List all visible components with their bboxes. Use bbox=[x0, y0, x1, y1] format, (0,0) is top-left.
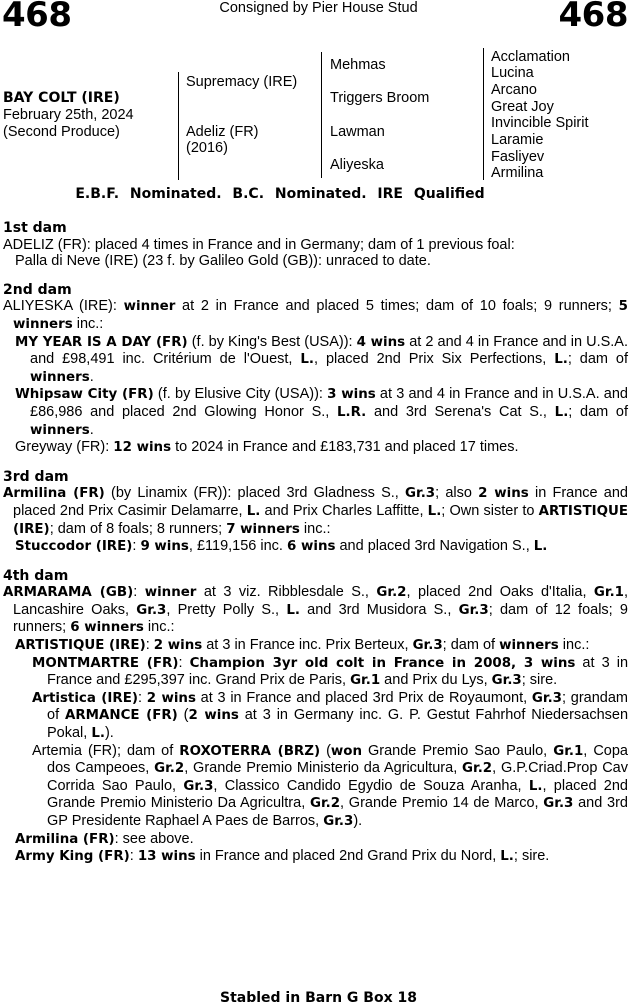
pedigree-entry bbox=[3, 237, 628, 254]
entry-text: (f. by King's Best (USA)): bbox=[187, 333, 357, 350]
entry-text: ). bbox=[353, 813, 363, 829]
great-grandparent-1: Acclamation bbox=[491, 49, 570, 65]
bold-text: winners bbox=[499, 638, 559, 654]
entry-text: Greyway (FR): bbox=[15, 439, 114, 456]
entry-text: : bbox=[145, 637, 154, 654]
section-heading: 4th dam bbox=[3, 567, 69, 584]
entry-text: and Prix du Lys, bbox=[380, 672, 492, 689]
entry-text: inc.: bbox=[299, 520, 331, 537]
entry-text: ; dam of bbox=[442, 637, 500, 654]
bold-text: 2 wins bbox=[188, 708, 239, 724]
bold-text: 2 wins bbox=[146, 690, 196, 706]
dam-name: Adeliz (FR) bbox=[186, 124, 259, 140]
section-heading: 3rd dam bbox=[3, 468, 69, 485]
bold-text: L. bbox=[554, 404, 569, 420]
great-grandparent-3: Arcano bbox=[491, 82, 537, 98]
pedigree-entry bbox=[3, 253, 628, 270]
bold-text: Gr.1 bbox=[593, 585, 624, 601]
bold-text: ARTISTIQUE (IRE) bbox=[15, 638, 146, 654]
entry-text: ( bbox=[320, 742, 331, 759]
pedigree-bracket-3 bbox=[483, 48, 484, 180]
bold-text: Gr.3 bbox=[183, 778, 214, 794]
entry-text: (f. by Elusive City (USA)): bbox=[153, 386, 328, 403]
foaling-date: February 25th, 2024 bbox=[3, 107, 134, 123]
bold-text: won bbox=[330, 743, 363, 759]
bold-text: 5 winners bbox=[13, 299, 628, 332]
grandparent-1: Mehmas bbox=[330, 57, 386, 73]
pedigree-entry bbox=[3, 298, 628, 333]
entry-text: , Grande Premio Ministerio da Agricultura, bbox=[184, 760, 463, 777]
bold-text: Gr.3 bbox=[458, 602, 489, 618]
pedigree-entry bbox=[3, 655, 628, 690]
entry-text: : bbox=[178, 654, 190, 671]
bold-text: ROXOTERRA (BRZ) bbox=[179, 743, 321, 759]
pedigree-entry bbox=[3, 485, 628, 538]
entry-text: , placed 2nd Grande Premio Ministerio Da Agricultra, bbox=[47, 777, 628, 812]
entry-text: at 2 and 4 in France and in U.S.A. and £98,491 inc. Critérium de l'Ouest, bbox=[30, 333, 628, 368]
entry-text: ; also bbox=[435, 485, 479, 502]
bold-text: Gr.2 bbox=[154, 761, 185, 777]
horse-description: BAY COLT (IRE) bbox=[3, 90, 120, 106]
bold-text: L. bbox=[286, 602, 300, 618]
bold-text: L. bbox=[500, 849, 514, 865]
entry-text: : bbox=[133, 584, 145, 601]
entry-text: at 3 in France inc. Prix Berteux, bbox=[202, 637, 413, 654]
pedigree-entry bbox=[3, 848, 628, 866]
bold-text: winner bbox=[123, 299, 176, 315]
entry-text: (by Linamix (FR)): placed 3rd Gladness S., bbox=[104, 485, 406, 502]
entry-text: : see above. bbox=[114, 830, 194, 847]
bold-text: Army King (FR) bbox=[15, 849, 130, 865]
bold-text: ARMANCE (FR) bbox=[65, 708, 178, 724]
great-grandparent-7: Fasliyev bbox=[491, 149, 545, 165]
entry-text: , Copa dos Campeoes, bbox=[47, 742, 628, 777]
bold-text: Gr.3 bbox=[323, 814, 354, 829]
entry-text: ADELIZ (FR): placed 4 times in France and in Germany; dam of 1 previous foal: bbox=[3, 236, 515, 253]
entry-text: at 3 in Germany inc. G. P. Gestut Fahrhof Niedersachsen Pokal, bbox=[47, 707, 629, 742]
entry-text: in France and placed 2nd Prix Casimir Delamarre, bbox=[13, 485, 628, 519]
bold-text: 2 wins bbox=[153, 638, 203, 654]
entry-text: at 3 viz. Ribblesdale S., bbox=[196, 584, 377, 601]
bold-text: 6 wins bbox=[287, 539, 336, 555]
bold-text: Armilina (FR) bbox=[15, 831, 115, 847]
pedigree-entry bbox=[3, 584, 628, 637]
sire-name: Supremacy (IRE) bbox=[186, 74, 298, 90]
bold-text: Gr.3 bbox=[412, 638, 443, 654]
pedigree-entry bbox=[3, 831, 628, 849]
entry-text: , placed 2nd Oaks d'Italia, bbox=[406, 584, 594, 601]
bold-text: Gr.3 bbox=[405, 486, 436, 502]
entry-text: and Prix Charles Laffitte, bbox=[260, 502, 428, 519]
entry-text: Artemia (FR); dam of bbox=[32, 742, 180, 759]
bold-text: ARTISTIQUE (IRE) bbox=[13, 503, 628, 537]
entry-text: ; dam of bbox=[567, 351, 628, 368]
entry-text: in France and placed 2nd Grand Prix du Nord, bbox=[195, 848, 501, 865]
bold-text: Gr.3 bbox=[491, 673, 522, 689]
entry-text: ; Own sister to bbox=[441, 502, 539, 519]
bold-text: Artistica (IRE) bbox=[32, 690, 138, 706]
bold-text: Gr.3 bbox=[136, 602, 167, 618]
bold-text: 4 wins bbox=[356, 334, 406, 350]
pedigree-bracket-1 bbox=[178, 72, 179, 180]
entry-text: and placed 3rd Navigation S., bbox=[335, 538, 534, 555]
entry-text: ( bbox=[177, 707, 189, 724]
entry-text: to 2024 in France and £183,731 and placed 17 times. bbox=[171, 439, 519, 456]
entry-text: at 3 and 4 in France and in U.S.A. and £86,986 and placed 2nd Glowing Honor S., bbox=[30, 386, 628, 420]
entry-text: Grande Premio Sao Paulo, bbox=[362, 742, 554, 759]
great-grandparent-5: Invincible Spirit bbox=[491, 115, 589, 131]
entry-text: ; sire. bbox=[513, 848, 550, 865]
entry-text: Palla di Neve (IRE) (23 f. by Galileo Gold (GB)): unraced to date. bbox=[15, 253, 431, 270]
entry-text: inc.: bbox=[558, 637, 590, 654]
produce-note: (Second Produce) bbox=[3, 124, 120, 140]
bold-text: MY YEAR IS A DAY (FR) bbox=[15, 334, 188, 350]
entry-text: ; dam of bbox=[568, 403, 629, 420]
entry-text: ALIYESKA (IRE): bbox=[3, 298, 124, 315]
entry-text: , Grande Premio 14 de Marco, bbox=[340, 795, 544, 812]
entry-text: : bbox=[137, 689, 147, 706]
great-grandparent-8: Armilina bbox=[491, 165, 544, 181]
entry-text: inc.: bbox=[143, 619, 175, 636]
bold-text: 7 winners bbox=[226, 521, 300, 537]
grandparent-2: Triggers Broom bbox=[330, 90, 430, 106]
entry-text: ; sire. bbox=[521, 672, 558, 689]
pedigree-entry bbox=[3, 637, 628, 655]
entry-text: ; grandam of bbox=[47, 689, 628, 724]
bold-text: 9 wins bbox=[140, 539, 189, 555]
bold-text: winners bbox=[30, 422, 90, 438]
entry-text: , Pretty Polly S., bbox=[166, 601, 287, 618]
entry-text: . bbox=[89, 421, 94, 438]
entry-text: and 3rd GP Presidente Raphael A Paes de Barros, bbox=[47, 795, 628, 829]
bold-text: L. bbox=[246, 503, 261, 519]
bold-text: L. bbox=[533, 539, 548, 555]
entry-text: : bbox=[132, 538, 141, 555]
bold-text: 12 wins bbox=[113, 440, 172, 456]
bold-text: 2 wins bbox=[478, 486, 529, 502]
entry-text: inc.: bbox=[72, 315, 104, 332]
bold-text: 3 wins bbox=[327, 387, 376, 403]
dam-year: (2016) bbox=[186, 140, 228, 156]
entry-text: ). bbox=[104, 725, 114, 742]
bold-text: Gr.2 bbox=[376, 585, 407, 601]
nominations-line: E.B.F. Nominated. B.C. Nominated. IRE Qualified bbox=[75, 186, 485, 202]
entry-text: ; dam of 8 foals; 8 runners; bbox=[49, 520, 227, 537]
bold-text: Gr.3 bbox=[543, 796, 574, 812]
entry-text: at 3 in France and £295,397 inc. Grand Prix de Paris, bbox=[47, 654, 629, 689]
entry-text: , £119,156 inc. bbox=[188, 538, 287, 555]
consignor-text: Consigned by Pier House Stud bbox=[219, 0, 418, 16]
entry-text: ; dam of 12 foals; 9 runners; bbox=[13, 601, 628, 636]
bold-text: ARMARAMA (GB) bbox=[3, 585, 134, 601]
bold-text: Gr.2 bbox=[309, 796, 341, 812]
catalogue-body bbox=[3, 220, 628, 866]
lot-number-right: 468 bbox=[558, 0, 628, 35]
pedigree-entry bbox=[3, 439, 628, 457]
bold-text: winners bbox=[30, 369, 90, 385]
bold-text: Champion 3yr old colt in France in 2008, 3 wins bbox=[189, 655, 576, 671]
bold-text: Whipsaw City (FR) bbox=[15, 387, 154, 403]
lot-number-left: 468 bbox=[2, 0, 72, 35]
entry-text: : bbox=[129, 848, 138, 865]
section-heading: 1st dam bbox=[3, 220, 67, 236]
entry-text: at 2 in France and placed 5 times; dam of 10 foals; 9 runners; bbox=[175, 298, 619, 315]
bold-text: winner bbox=[144, 585, 197, 601]
grandparent-3: Lawman bbox=[330, 124, 385, 140]
pedigree-bracket-2 bbox=[321, 52, 322, 178]
great-grandparent-4: Great Joy bbox=[491, 99, 554, 115]
entry-text: , Lancashire Oaks, bbox=[13, 584, 629, 618]
entry-text: and 3rd Musidora S., bbox=[299, 601, 459, 618]
entry-text: at 3 in France and placed 3rd Prix de Royaumont, bbox=[195, 689, 532, 706]
pedigree-entry bbox=[3, 386, 628, 439]
bold-text: 13 wins bbox=[137, 849, 196, 865]
bold-text: MONTMARTRE (FR) bbox=[32, 655, 179, 671]
bold-text: L.R. bbox=[337, 404, 367, 420]
bold-text: L. bbox=[528, 778, 543, 794]
section-heading: 2nd dam bbox=[3, 281, 72, 298]
bold-text: Gr.3 bbox=[531, 690, 562, 706]
great-grandparent-6: Laramie bbox=[491, 132, 544, 148]
entry-text: . bbox=[89, 368, 94, 385]
great-grandparent-2: Lucina bbox=[491, 65, 534, 81]
pedigree-entry bbox=[3, 538, 628, 556]
entry-text: , Classico Candido Egydio de Souza Aranha, bbox=[213, 777, 529, 794]
bold-text: L. bbox=[300, 352, 314, 368]
bold-text: Armilina (FR) bbox=[3, 486, 105, 502]
stabling-footer: Stabled in Barn G Box 18 bbox=[220, 990, 417, 1006]
bold-text: Gr.1 bbox=[553, 743, 584, 759]
pedigree-entry bbox=[3, 690, 628, 743]
bold-text: L. bbox=[554, 352, 568, 368]
bold-text: Stuccodor (IRE) bbox=[15, 539, 133, 555]
grandparent-4: Aliyeska bbox=[330, 157, 384, 173]
pedigree-entry bbox=[3, 743, 628, 831]
entry-text: , G.P.Criad.Prop Cav Corrida Sao Paulo, bbox=[47, 760, 628, 794]
bold-text: Gr.1 bbox=[350, 673, 381, 689]
entry-text: and 3rd Serena's Cat S., bbox=[366, 403, 555, 420]
bold-text: 6 winners bbox=[70, 620, 144, 636]
bold-text: Gr.2 bbox=[462, 761, 493, 777]
bold-text: L. bbox=[427, 503, 442, 519]
pedigree-entry bbox=[3, 334, 628, 387]
bold-text: L. bbox=[91, 726, 105, 742]
entry-text: , placed 2nd Prix Six Perfections, bbox=[314, 351, 555, 368]
